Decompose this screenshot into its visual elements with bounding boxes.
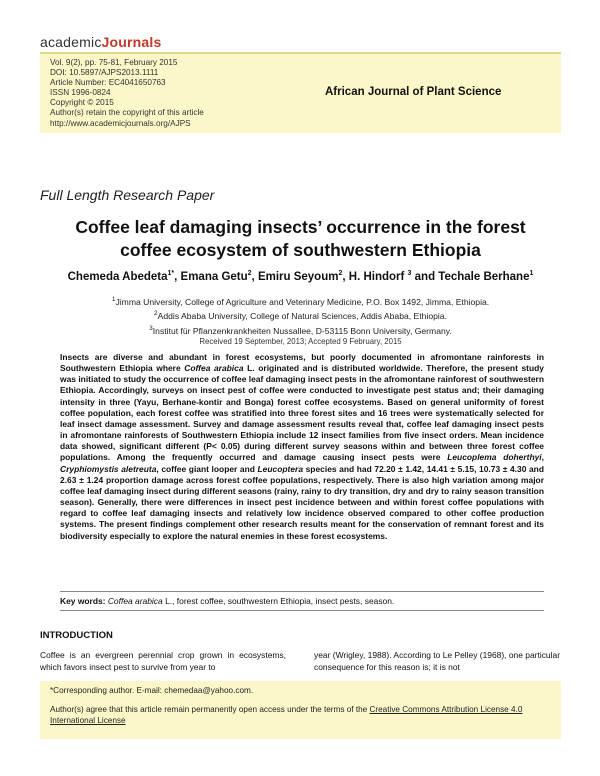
logo-part-2: Journals	[101, 34, 162, 50]
paper-title	[40, 216, 561, 262]
affiliation-text: Jimma University, College of Agriculture and Veterinary Medicine, P.O. Box 1492, Jimma, Ethiopia.	[115, 296, 490, 307]
affiliation-line	[40, 308, 561, 322]
title-line-2: coffee ecosystem of southwestern Ethiopia	[120, 240, 481, 260]
affiliations	[40, 294, 561, 337]
affiliation-text: Institut für Pflanzenkrankheiten Nussallee, D-53115 Bonn University, Germany.	[152, 325, 452, 336]
affiliation-text: Addis Ababa University, College of Natural Sciences, Addis Ababa, Ethiopia.	[157, 311, 447, 322]
abstract-species-name: Cryphiomystis aletreuta	[60, 463, 157, 474]
author-affiliation-mark: 1	[529, 270, 534, 277]
author-separator: ,	[251, 270, 258, 283]
abstract-text: ,	[541, 452, 544, 463]
keywords-label: Key words:	[60, 596, 106, 606]
corresponding-author: *Corresponding author. E-mail: chemedaa@yahoo.com.	[50, 686, 254, 695]
affiliation-number: 2	[154, 310, 158, 318]
pub-issn: ISSN 1996-0824	[50, 88, 111, 98]
body-left-column: Coffee is an evergreen perennial crop grown in ecosystems, which favors insect pest to survive from year to	[40, 650, 286, 672]
author-name: Emana Getu	[180, 270, 248, 283]
pub-article-number: Article Number: EC4041650763	[50, 78, 166, 88]
title-line-1: Coffee leaf damaging insects’ occurrence in the forest	[75, 217, 526, 237]
abstract-text: species and had 72.20 ± 1.42, 14.41 ± 5.15, 10.73 ± 4.30 and 2.63 ± 1.24 proportion damage across forest coffee populations, respectively. There is also high variation among major coffee leaf damaging insect during different seasons (rainy, rainy to dry transition, dry and dry to rainy season transition season). Generally, there were differences in insect pest incidence between and within forest coffee populations with regard to coffee leaf damaging insects and relatively low incidence observed compared to other coffee production systems. The present findings complement other research results meant for the conservation of remnant forest and its biodiversity especially to explore the natural enemies in these forest ecosystems.	[60, 463, 544, 541]
license-link[interactable]: Creative Commons Attribution License 4.0 International License	[50, 705, 523, 725]
pub-doi[interactable]: DOI: 10.5897/AJPS2013.1111	[50, 68, 159, 78]
publisher-logo	[40, 34, 161, 50]
author-affiliation-mark: 2	[338, 270, 343, 277]
author-name: Emiru Seyoum	[257, 270, 339, 283]
author-name: Techale Berhane	[438, 270, 530, 283]
author-affiliation-mark: 2	[247, 270, 252, 277]
affiliation-number: 1	[111, 296, 116, 303]
paper-type: Full Length Research Paper	[40, 187, 215, 203]
keywords-rest: L., forest coffee, southwestern Ethiopia, insect pests, season.	[162, 596, 395, 606]
author-list	[40, 270, 561, 283]
abstract-text: , coffee giant looper and	[156, 463, 258, 474]
abstract	[60, 352, 544, 542]
keywords	[60, 596, 544, 606]
license-note	[50, 705, 550, 726]
author-separator: and	[411, 270, 439, 283]
keywords-divider-top	[60, 591, 544, 592]
affiliation-line	[40, 294, 561, 308]
author-affiliation-mark: 3	[407, 270, 412, 277]
pub-volume: Vol. 9(2), pp. 75-81, February 2015	[50, 58, 178, 67]
abstract-text: L. originated and is distributed worldwide. Therefore, the present study was initiated to study the occurrence of coffee leaf damaging insect pests in the afromontane rainforest of southwestern Ethiopia. Accordingly, surveys on insect pest of coffee were conducted to investigate pest status and; their damaging intensity in three (Yayu, Berhane-kontir and Bonga) forest coffee ecosystems. Based on general uniformity of forest coffee population, each forest coffee was stratified into three forest sites and 16 trees were systematically selected for leaf insect damage assessment. Survey and damage assessment results reveal that, coffee leaf damaging insect pests in afromontane rainforests of Southwestern Ethiopia include 12 insect families from five insect orders. Mean incidence data showed, significant different (P< 0.05) during different survey seasons within and between three forest coffee populations. Among the frequently occurred and damage causing insect pests were	[60, 363, 544, 463]
author-name: Chemeda Abedeta	[67, 270, 168, 283]
abstract-species-name: Leucoptera	[257, 463, 304, 474]
author-affiliation-mark: 1*	[167, 270, 175, 277]
publication-info	[50, 58, 204, 129]
keywords-divider-bottom	[60, 610, 544, 611]
author-separator: ,	[174, 270, 181, 283]
keywords-italic: Coffea arabica	[107, 596, 163, 606]
license-text: Author(s) agree that this article remain permanently open access under the terms of the	[50, 705, 370, 714]
intro-heading: INTRODUCTION	[40, 630, 113, 641]
logo-part-1: academic	[40, 34, 102, 50]
abstract-text: Insects are diverse and abundant in forest ecosystems, but poorly documented in afromontane rainforests in Southwestern Ethiopia where	[60, 352, 544, 374]
pub-copyright: Copyright © 2015	[50, 98, 114, 108]
received-dates: Received 19 September, 2013; Accepted 9 February, 2015	[199, 337, 402, 346]
body-right-column: year (Wrigley, 1988). According to Le Pelley (1968), one particular consequence for this reason is; it is not	[314, 650, 560, 672]
author-separator: ,	[342, 270, 349, 283]
abstract-species-name: Coffea arabica	[184, 363, 244, 374]
abstract-species-name: Leucoplema doherthyi	[447, 452, 542, 463]
journal-name: African Journal of Plant Science	[325, 86, 502, 98]
affiliation-line	[40, 323, 561, 337]
affiliation-number: 3	[149, 324, 153, 332]
pub-rights: Author(s) retain the copyright of this article	[50, 108, 204, 118]
author-name: H. Hindorf	[348, 270, 408, 283]
pub-url-link[interactable]: http://www.academicjournals.org/AJPS	[50, 118, 191, 128]
